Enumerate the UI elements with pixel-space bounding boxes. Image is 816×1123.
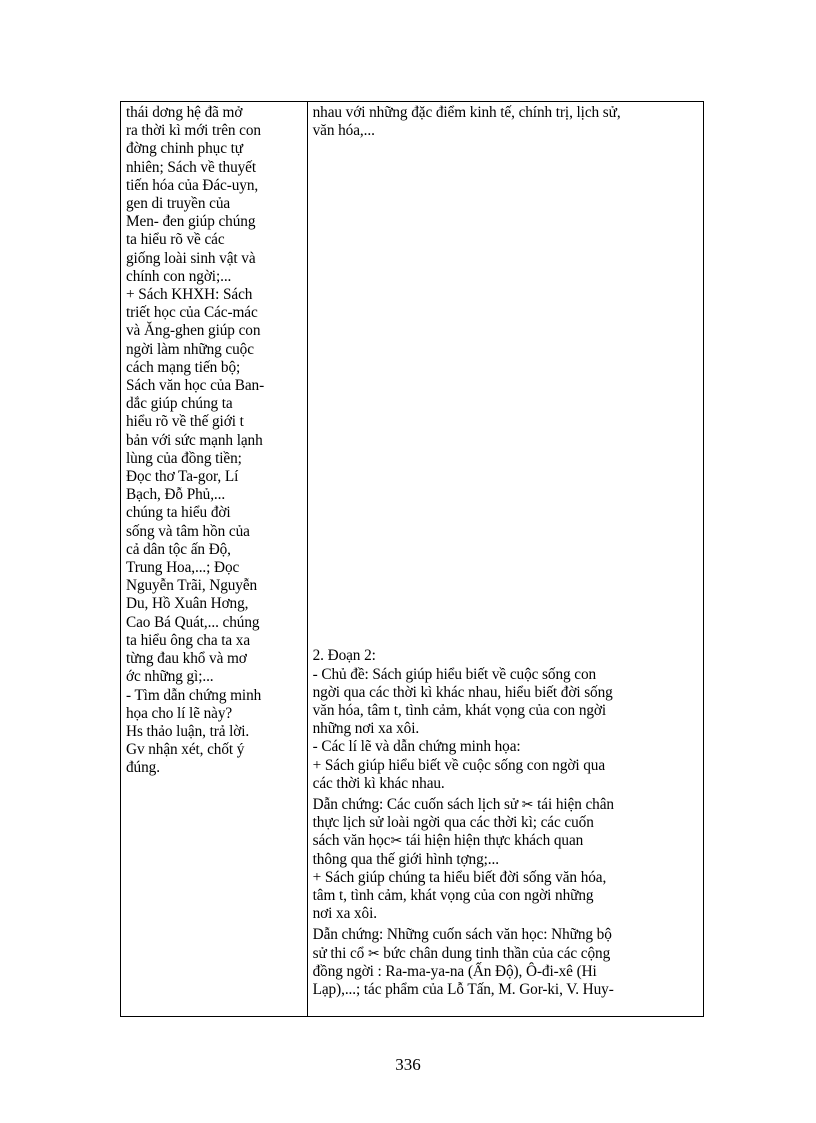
- text-line: đồng ngời : Ra-ma-ya-na (Ấn Độ), Ô-đi-xê (Hi: [312, 962, 597, 980]
- text-line: Đọc thơ Ta-gor, Lí: [126, 468, 239, 486]
- page-number: 336: [395, 1055, 421, 1074]
- text-line: ngời làm những cuộc: [126, 340, 254, 358]
- text-line: Bạch, Đỗ Phủ,...: [126, 486, 226, 504]
- text-line: chính con ngời;...: [126, 267, 232, 285]
- right-column-cell: [307, 102, 703, 1017]
- text-line: thực lịch sử loài ngời qua các thời kì; các cuốn: [312, 814, 594, 832]
- text-line: [313, 832, 699, 850]
- text-line: đờng chinh phục tự: [126, 140, 243, 158]
- text-line: những nơi xa xôi.: [312, 720, 420, 738]
- blank-space: [313, 140, 699, 647]
- text-line: và Ăng-ghen giúp con: [126, 322, 261, 340]
- text-line: ta hiểu rõ về các: [126, 231, 225, 249]
- text-line: thái dơng hệ đã mở: [126, 104, 243, 121]
- text-line: Sách văn học của Ban-: [126, 377, 265, 395]
- text-line: thông qua thế giới hình tợng;...: [312, 850, 499, 868]
- text-line: hiểu rõ về thế giới t: [126, 413, 244, 431]
- text-line: Men- đen giúp chúng: [126, 213, 256, 231]
- text-line: [313, 945, 699, 963]
- text-line: Du, Hồ Xuân Hơng,: [126, 595, 249, 613]
- text-line: ngời qua các thời kì khác nhau, hiểu biết đời sống: [312, 683, 613, 701]
- text-line: - Chủ đề: Sách giúp hiểu biết về cuộc sống con: [312, 665, 597, 683]
- text-line: nơi xa xôi.: [312, 905, 377, 923]
- text-line: + Sách giúp hiểu biết về cuộc sống con ngời qua: [312, 756, 606, 774]
- text-line: Lạp),...; tác phẩm của Lỗ Tấn, M. Gor-ki, V. Huy-: [312, 981, 614, 999]
- text-line: nhiên; Sách về thuyết: [126, 158, 257, 176]
- text-line: ớc những gì;...: [126, 668, 214, 686]
- text-line: cách mạng tiến bộ;: [126, 358, 241, 376]
- evidence-text: tái hiện hiện thực khách quan: [402, 832, 584, 850]
- text-line: ra thời kì mới trên con: [126, 122, 261, 140]
- text-line: họa cho lí lẽ này?: [126, 704, 233, 722]
- text-line: nhau với những đặc điểm kinh tế, chính trị, lịch sử,: [312, 104, 621, 121]
- evidence-text: bức chân dung tinh thần của các cộng: [379, 944, 611, 962]
- text-line: các thời kì khác nhau.: [312, 774, 445, 792]
- text-line: + Sách KHXH: Sách: [126, 286, 253, 304]
- text-line: triết học của Các-mác: [126, 304, 258, 322]
- text-line: - Tìm dẫn chứng minh: [126, 686, 262, 704]
- text-line: giống loài sinh vật và: [126, 249, 256, 267]
- text-line: Dẫn chứng: Những cuốn sách văn học: Những bộ: [312, 926, 612, 944]
- text-line: chúng ta hiểu đời: [126, 504, 231, 522]
- evidence-text: tái hiện chân: [533, 796, 614, 814]
- lesson-table: [120, 101, 704, 1017]
- text-line: Trung Hoa,...; Đọc: [126, 559, 240, 577]
- evidence-text: Dẫn chứng: Các cuốn sách lịch sử: [312, 796, 522, 814]
- scissors-icon: ✂: [390, 833, 403, 850]
- text-line: Cao Bá Quát,... chúng: [126, 613, 260, 631]
- left-column-cell: [121, 102, 308, 1017]
- text-line: đúng.: [126, 759, 160, 777]
- scissors-icon: ✂: [521, 797, 534, 814]
- text-line: sống và tâm hồn của: [126, 522, 250, 540]
- text-line: gen di truyền của: [126, 195, 231, 213]
- section-heading: 2. Đoạn 2:: [312, 647, 376, 665]
- text-line: bản với sức mạnh lạnh: [126, 431, 263, 449]
- text-line: [313, 796, 699, 814]
- text-line: lùng của đồng tiền;: [126, 449, 242, 467]
- text-line: tâm t, tình cảm, khát vọng của con ngời những: [312, 887, 594, 905]
- text-line: + Sách giúp chúng ta hiểu biết đời sống văn hóa,: [312, 868, 607, 886]
- text-line: cả dân tộc ấn Độ,: [126, 540, 231, 558]
- text-line: văn hóa,...: [312, 122, 375, 140]
- text-line: từng đau khổ và mơ: [126, 650, 247, 668]
- text-line: dắc giúp chúng ta: [126, 395, 233, 413]
- activity-text: [126, 104, 303, 778]
- content-text: [313, 104, 699, 999]
- text-line: văn hóa, tâm t, tình cảm, khát vọng của con ngời: [312, 702, 607, 720]
- text-line: tiến hóa của Đác-uyn,: [126, 176, 259, 194]
- scissors-icon: ✂: [367, 945, 380, 962]
- table-row: [121, 102, 704, 1017]
- text-line: Hs thảo luận, trả lời.: [126, 722, 250, 740]
- text-line: - Các lí lẽ và dẫn chứng minh họa:: [312, 738, 521, 756]
- evidence-text: sách văn học: [312, 832, 391, 850]
- text-line: Gv nhận xét, chốt ý: [126, 741, 245, 759]
- text-line: ta hiểu ông cha ta xa: [126, 631, 251, 649]
- text-line: Nguyễn Trãi, Nguyễn: [126, 577, 258, 595]
- evidence-text: sử thi cổ: [312, 944, 368, 962]
